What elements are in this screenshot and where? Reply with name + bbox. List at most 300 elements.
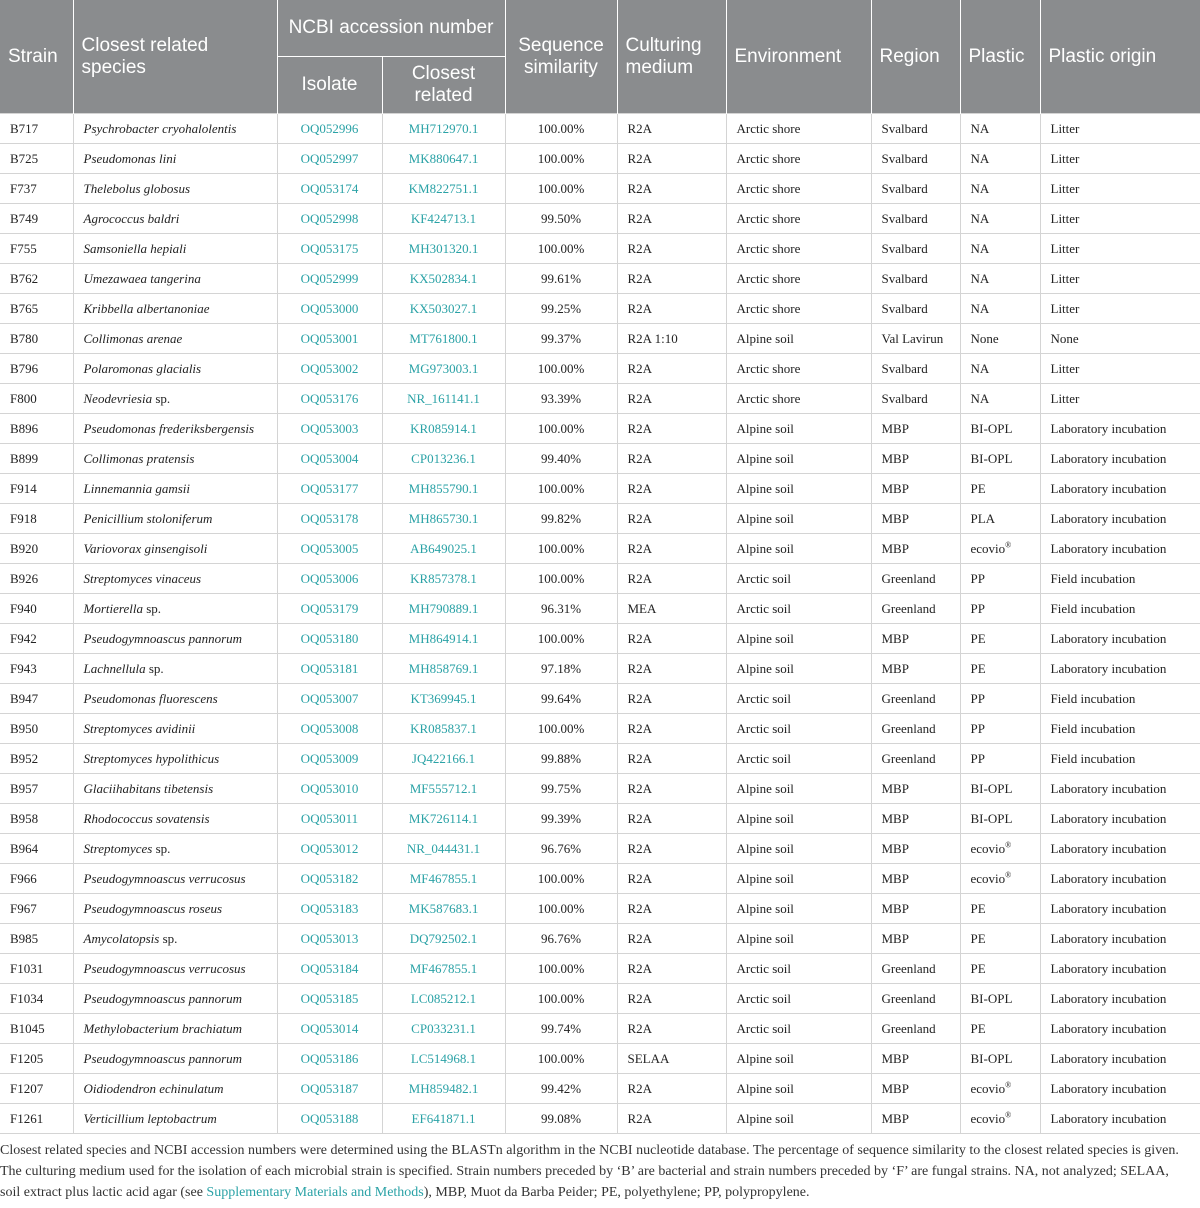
table-row (0, 534, 1200, 564)
region-cell: MBP (871, 474, 960, 504)
plastic-cell (960, 234, 1040, 264)
similarity-cell: 99.61% (505, 264, 617, 294)
environment-cell: Alpine soil (726, 1074, 871, 1104)
plastic-cell (960, 1104, 1040, 1134)
species-cell (73, 294, 277, 324)
plastic-name: ecovio (970, 1080, 1006, 1096)
similarity-cell: 100.00% (505, 174, 617, 204)
table-row (0, 594, 1200, 624)
closest-accession-link[interactable]: NR_161141.1 (382, 384, 505, 414)
closest-accession-link[interactable]: KT369945.1 (382, 684, 505, 714)
environment-cell: Alpine soil (726, 654, 871, 684)
strain-cell: B896 (0, 414, 73, 444)
isolate-accession-link[interactable]: OQ053180 (277, 624, 382, 654)
table-row (0, 1044, 1200, 1074)
table-row (0, 804, 1200, 834)
isolate-accession-link[interactable]: OQ053174 (277, 174, 382, 204)
environment-cell: Arctic soil (726, 1014, 871, 1044)
plastic-cell (960, 984, 1040, 1014)
isolate-accession-link[interactable]: OQ053184 (277, 954, 382, 984)
header-closest-related: Closest related (382, 57, 505, 114)
similarity-cell: 100.00% (505, 1044, 617, 1074)
table-row (0, 504, 1200, 534)
closest-accession-link[interactable]: LC085212.1 (382, 984, 505, 1014)
header-similarity: Sequence similarity (505, 0, 617, 114)
closest-accession-link[interactable]: KX503027.1 (382, 294, 505, 324)
similarity-cell: 99.39% (505, 804, 617, 834)
plastic-cell (960, 954, 1040, 984)
plastic-name: PP (970, 720, 985, 736)
origin-cell: Laboratory incubation (1040, 1014, 1200, 1044)
closest-accession-link[interactable]: CP013236.1 (382, 444, 505, 474)
origin-cell: Laboratory incubation (1040, 1074, 1200, 1104)
isolate-accession-link[interactable]: OQ053009 (277, 744, 382, 774)
strain-cell: F1261 (0, 1104, 73, 1134)
strain-cell: B964 (0, 834, 73, 864)
plastic-cell (960, 444, 1040, 474)
plastic-cell (960, 114, 1040, 144)
plastic-cell (960, 924, 1040, 954)
isolate-accession-link[interactable]: OQ053012 (277, 834, 382, 864)
strain-cell: B899 (0, 444, 73, 474)
species-cell (73, 324, 277, 354)
plastic-name: PP (970, 600, 985, 616)
region-cell: MBP (871, 444, 960, 474)
isolate-accession-link[interactable]: OQ053014 (277, 1014, 382, 1044)
environment-cell: Alpine soil (726, 324, 871, 354)
similarity-cell: 99.88% (505, 744, 617, 774)
origin-cell: Field incubation (1040, 684, 1200, 714)
closest-accession-link[interactable]: JQ422166.1 (382, 744, 505, 774)
species-cell (73, 564, 277, 594)
species-cell (73, 924, 277, 954)
plastic-name: PE (970, 630, 986, 646)
similarity-cell: 99.37% (505, 324, 617, 354)
closest-accession-link[interactable]: KR857378.1 (382, 564, 505, 594)
table-row (0, 1014, 1200, 1044)
plastic-name: PP (970, 690, 985, 706)
similarity-cell: 100.00% (505, 474, 617, 504)
similarity-cell: 100.00% (505, 354, 617, 384)
plastic-cell (960, 204, 1040, 234)
strain-cell: B985 (0, 924, 73, 954)
origin-cell: Laboratory incubation (1040, 474, 1200, 504)
closest-accession-link[interactable]: KR085914.1 (382, 414, 505, 444)
species-name: Collimonas arenae (83, 330, 183, 346)
medium-cell: R2A 1:10 (617, 324, 726, 354)
species-name: Umezawaea tangerina (83, 270, 201, 286)
closest-accession-link[interactable]: MH858769.1 (382, 654, 505, 684)
strain-cell: F755 (0, 234, 73, 264)
plastic-cell (960, 324, 1040, 354)
isolate-accession-link[interactable]: OQ053182 (277, 864, 382, 894)
region-cell: Svalbard (871, 354, 960, 384)
region-cell: Svalbard (871, 384, 960, 414)
medium-cell: R2A (617, 774, 726, 804)
strain-cell: F943 (0, 654, 73, 684)
species-name: Streptomyces avidinii (83, 720, 196, 736)
header-isolate: Isolate (277, 57, 382, 114)
closest-accession-link[interactable]: MK587683.1 (382, 894, 505, 924)
closest-accession-link[interactable]: MH790889.1 (382, 594, 505, 624)
plastic-cell (960, 1044, 1040, 1074)
region-cell: MBP (871, 654, 960, 684)
plastic-name: NA (970, 120, 990, 136)
origin-cell: Laboratory incubation (1040, 1104, 1200, 1134)
region-cell: Greenland (871, 744, 960, 774)
species-cell (73, 234, 277, 264)
header-medium: Culturing medium (617, 0, 726, 114)
species-cell (73, 1014, 277, 1044)
environment-cell: Arctic shore (726, 234, 871, 264)
registered-mark: ® (1005, 540, 1012, 550)
origin-cell: Laboratory incubation (1040, 444, 1200, 474)
isolate-accession-link[interactable]: OQ053010 (277, 774, 382, 804)
isolate-accession-link[interactable]: OQ053185 (277, 984, 382, 1014)
strain-cell: B957 (0, 774, 73, 804)
region-cell: MBP (871, 834, 960, 864)
similarity-cell: 97.18% (505, 654, 617, 684)
closest-accession-link[interactable]: DQ792502.1 (382, 924, 505, 954)
isolate-accession-link[interactable]: OQ053007 (277, 684, 382, 714)
plastic-cell (960, 354, 1040, 384)
table-row (0, 444, 1200, 474)
origin-cell: Field incubation (1040, 744, 1200, 774)
species-name: Pseudogymnoascus pannorum (83, 1050, 243, 1066)
origin-cell: Laboratory incubation (1040, 774, 1200, 804)
medium-cell: R2A (617, 624, 726, 654)
plastic-name: ecovio (970, 1110, 1006, 1126)
closest-accession-link[interactable]: KF424713.1 (382, 204, 505, 234)
header-ncbi: NCBI accession number (277, 0, 505, 57)
species-cell (73, 1044, 277, 1074)
isolate-accession-link[interactable]: OQ053000 (277, 294, 382, 324)
origin-cell: Litter (1040, 114, 1200, 144)
species-name: Neodevriesia (83, 390, 153, 406)
strain-cell: F1034 (0, 984, 73, 1014)
environment-cell: Alpine soil (726, 894, 871, 924)
species-name: Kribbella albertanoniae (83, 300, 210, 316)
species-suffix: sp. (142, 600, 162, 616)
isolate-accession-link[interactable]: OQ053176 (277, 384, 382, 414)
isolate-accession-link[interactable]: OQ053181 (277, 654, 382, 684)
isolate-accession-link[interactable]: OQ053183 (277, 894, 382, 924)
similarity-cell: 99.40% (505, 444, 617, 474)
species-name: Pseudomonas lini (83, 150, 177, 166)
closest-accession-link[interactable]: KR085837.1 (382, 714, 505, 744)
environment-cell: Arctic soil (726, 954, 871, 984)
plastic-name: PE (970, 660, 986, 676)
header-plastic: Plastic (960, 0, 1040, 114)
isolate-accession-link[interactable]: OQ052999 (277, 264, 382, 294)
region-cell: Greenland (871, 714, 960, 744)
strain-cell: F942 (0, 624, 73, 654)
plastic-cell (960, 1074, 1040, 1104)
plastic-cell (960, 774, 1040, 804)
closest-accession-link[interactable]: MH712970.1 (382, 114, 505, 144)
closest-accession-link[interactable]: MH855790.1 (382, 474, 505, 504)
similarity-cell: 100.00% (505, 714, 617, 744)
table-row (0, 474, 1200, 504)
species-cell (73, 474, 277, 504)
origin-cell: Laboratory incubation (1040, 924, 1200, 954)
table-row (0, 654, 1200, 684)
medium-cell: R2A (617, 714, 726, 744)
plastic-name: None (970, 330, 999, 346)
table-row (0, 894, 1200, 924)
species-name: Collimonas pratensis (83, 450, 195, 466)
species-cell (73, 444, 277, 474)
medium-cell: R2A (617, 444, 726, 474)
species-cell (73, 864, 277, 894)
strain-cell: B958 (0, 804, 73, 834)
isolate-accession-link[interactable]: OQ053013 (277, 924, 382, 954)
isolate-accession-link[interactable]: OQ053011 (277, 804, 382, 834)
medium-cell: SELAA (617, 1044, 726, 1074)
medium-cell: R2A (617, 384, 726, 414)
table-row (0, 624, 1200, 654)
species-cell (73, 954, 277, 984)
closest-accession-link[interactable]: MH301320.1 (382, 234, 505, 264)
plastic-cell (960, 264, 1040, 294)
plastic-name: BI-OPL (970, 810, 1013, 826)
footnote-text-before: Closest related species and NCBI accession numbers were determined using the BLASTn algorithm in the NCBI nucleotide database. The percentage of sequence similarity to the closest related species is given. The culturing medium used for the isolation of each microbial strain is specified. Strain numbers preceded by ‘B’ are bacterial and strain numbers preceded by ‘F’ are fungal strains. NA, not analyzed; SELAA, soil extract plus lactic acid agar (see (0, 1143, 1179, 1200)
environment-cell: Arctic shore (726, 354, 871, 384)
closest-accession-link[interactable]: MF467855.1 (382, 954, 505, 984)
species-name: Pseudogymnoascus verrucosus (83, 960, 246, 976)
closest-accession-link[interactable]: MF467855.1 (382, 864, 505, 894)
supplementary-link[interactable]: Supplementary Materials and Methods (206, 1185, 424, 1200)
environment-cell: Alpine soil (726, 864, 871, 894)
medium-cell: R2A (617, 144, 726, 174)
similarity-cell: 99.42% (505, 1074, 617, 1104)
species-name: Streptomyces vinaceus (83, 570, 202, 586)
species-cell (73, 654, 277, 684)
closest-accession-link[interactable]: AB649025.1 (382, 534, 505, 564)
isolate-accession-link[interactable]: OQ052998 (277, 204, 382, 234)
species-cell (73, 1074, 277, 1104)
registered-mark: ® (1005, 870, 1012, 880)
region-cell: Greenland (871, 954, 960, 984)
strain-cell: B762 (0, 264, 73, 294)
plastic-cell (960, 714, 1040, 744)
isolate-accession-link[interactable]: OQ053001 (277, 324, 382, 354)
origin-cell: Laboratory incubation (1040, 1044, 1200, 1074)
isolate-accession-link[interactable]: OQ052996 (277, 114, 382, 144)
strain-cell: F1207 (0, 1074, 73, 1104)
plastic-name: PLA (970, 510, 996, 526)
region-cell: MBP (871, 624, 960, 654)
isolate-accession-link[interactable]: OQ053006 (277, 564, 382, 594)
isolate-accession-link[interactable]: OQ053003 (277, 414, 382, 444)
strain-cell: F1031 (0, 954, 73, 984)
species-name: Samsoniella hepiali (83, 240, 187, 256)
medium-cell: R2A (617, 504, 726, 534)
table-row (0, 264, 1200, 294)
origin-cell: Laboratory incubation (1040, 864, 1200, 894)
strain-cell: F1205 (0, 1044, 73, 1074)
plastic-cell (960, 744, 1040, 774)
strain-cell: B765 (0, 294, 73, 324)
closest-accession-link[interactable]: MK726114.1 (382, 804, 505, 834)
plastic-cell (960, 384, 1040, 414)
table-row (0, 714, 1200, 744)
table-row (0, 774, 1200, 804)
closest-accession-link[interactable]: MH864914.1 (382, 624, 505, 654)
closest-accession-link[interactable]: KX502834.1 (382, 264, 505, 294)
medium-cell: R2A (617, 894, 726, 924)
closest-accession-link[interactable]: MH859482.1 (382, 1074, 505, 1104)
plastic-cell (960, 894, 1040, 924)
strain-cell: B725 (0, 144, 73, 174)
closest-accession-link[interactable]: MT761800.1 (382, 324, 505, 354)
plastic-cell (960, 174, 1040, 204)
plastic-name: NA (970, 150, 990, 166)
registered-mark: ® (1005, 1110, 1012, 1120)
region-cell: Svalbard (871, 114, 960, 144)
environment-cell: Arctic shore (726, 264, 871, 294)
table-row (0, 114, 1200, 144)
origin-cell: Laboratory incubation (1040, 654, 1200, 684)
plastic-name: BI-OPL (970, 1050, 1013, 1066)
plastic-cell (960, 564, 1040, 594)
similarity-cell: 99.75% (505, 774, 617, 804)
species-cell (73, 594, 277, 624)
medium-cell: R2A (617, 114, 726, 144)
closest-accession-link[interactable]: LC514968.1 (382, 1044, 505, 1074)
region-cell: Svalbard (871, 294, 960, 324)
origin-cell: None (1040, 324, 1200, 354)
medium-cell: R2A (617, 474, 726, 504)
species-name: Mortierella (83, 600, 143, 616)
environment-cell: Alpine soil (726, 444, 871, 474)
similarity-cell: 93.39% (505, 384, 617, 414)
table-row (0, 144, 1200, 174)
closest-accession-link[interactable]: KM822751.1 (382, 174, 505, 204)
table-row (0, 1104, 1200, 1134)
species-name: Pseudogymnoascus pannorum (83, 630, 243, 646)
medium-cell: R2A (617, 294, 726, 324)
closest-accession-link[interactable]: NR_044431.1 (382, 834, 505, 864)
origin-cell: Litter (1040, 234, 1200, 264)
region-cell: Greenland (871, 984, 960, 1014)
medium-cell: R2A (617, 234, 726, 264)
isolate-accession-link[interactable]: OQ053175 (277, 234, 382, 264)
species-name: Oidiodendron echinulatum (83, 1080, 224, 1096)
medium-cell: R2A (617, 1104, 726, 1134)
region-cell: Greenland (871, 594, 960, 624)
table-row (0, 384, 1200, 414)
strain-cell: F940 (0, 594, 73, 624)
similarity-cell: 99.74% (505, 1014, 617, 1044)
closest-accession-link[interactable]: MH865730.1 (382, 504, 505, 534)
table-footnote (0, 1140, 1200, 1203)
isolate-accession-link[interactable]: OQ053179 (277, 594, 382, 624)
origin-cell: Laboratory incubation (1040, 414, 1200, 444)
closest-accession-link[interactable]: CP033231.1 (382, 1014, 505, 1044)
table-row (0, 234, 1200, 264)
plastic-name: NA (970, 240, 990, 256)
environment-cell: Alpine soil (726, 804, 871, 834)
plastic-name: NA (970, 270, 990, 286)
species-name: Pseudogymnoascus roseus (83, 900, 223, 916)
origin-cell: Litter (1040, 384, 1200, 414)
environment-cell: Arctic shore (726, 144, 871, 174)
plastic-name: PE (970, 930, 986, 946)
plastic-name: PP (970, 570, 985, 586)
isolate-accession-link[interactable]: OQ053008 (277, 714, 382, 744)
plastic-name: ecovio (970, 540, 1006, 556)
region-cell: MBP (871, 774, 960, 804)
table-row (0, 864, 1200, 894)
table-row (0, 834, 1200, 864)
region-cell: MBP (871, 924, 960, 954)
species-name: Streptomyces (83, 840, 153, 856)
species-name: Glaciihabitans tibetensis (83, 780, 214, 796)
isolate-accession-link[interactable]: OQ053178 (277, 504, 382, 534)
origin-cell: Laboratory incubation (1040, 624, 1200, 654)
plastic-name: BI-OPL (970, 780, 1013, 796)
species-cell (73, 264, 277, 294)
species-name: Methylobacterium brachiatum (83, 1020, 242, 1036)
species-cell (73, 504, 277, 534)
closest-accession-link[interactable]: MF555712.1 (382, 774, 505, 804)
species-cell (73, 684, 277, 714)
region-cell: MBP (871, 504, 960, 534)
species-cell (73, 414, 277, 444)
similarity-cell: 96.76% (505, 834, 617, 864)
plastic-name: ecovio (970, 840, 1006, 856)
registered-mark: ® (1005, 1080, 1012, 1090)
isolate-accession-link[interactable]: OQ053187 (277, 1074, 382, 1104)
region-cell: Svalbard (871, 264, 960, 294)
species-name: Pseudogymnoascus verrucosus (83, 870, 246, 886)
closest-accession-link[interactable]: MG973003.1 (382, 354, 505, 384)
closest-accession-link[interactable]: EF641871.1 (382, 1104, 505, 1134)
isolate-accession-link[interactable]: OQ052997 (277, 144, 382, 174)
isolate-accession-link[interactable]: OQ053004 (277, 444, 382, 474)
origin-cell: Litter (1040, 174, 1200, 204)
species-name: Streptomyces hypolithicus (83, 750, 220, 766)
similarity-cell: 99.50% (505, 204, 617, 234)
plastic-name: NA (970, 300, 990, 316)
isolate-accession-link[interactable]: OQ053186 (277, 1044, 382, 1074)
isolate-accession-link[interactable]: OQ053002 (277, 354, 382, 384)
species-cell (73, 894, 277, 924)
medium-cell: R2A (617, 354, 726, 384)
isolate-accession-link[interactable]: OQ053188 (277, 1104, 382, 1134)
environment-cell: Arctic soil (726, 984, 871, 1014)
species-name: Lachnellula (83, 660, 146, 676)
plastic-name: PE (970, 960, 986, 976)
medium-cell: R2A (617, 834, 726, 864)
table-row (0, 744, 1200, 774)
strain-cell: B780 (0, 324, 73, 354)
environment-cell: Alpine soil (726, 624, 871, 654)
header-strain: Strain (0, 0, 73, 114)
isolate-accession-link[interactable]: OQ053005 (277, 534, 382, 564)
isolate-accession-link[interactable]: OQ053177 (277, 474, 382, 504)
closest-accession-link[interactable]: MK880647.1 (382, 144, 505, 174)
environment-cell: Arctic shore (726, 384, 871, 414)
environment-cell: Alpine soil (726, 534, 871, 564)
plastic-cell (960, 654, 1040, 684)
species-cell (73, 354, 277, 384)
environment-cell: Arctic soil (726, 684, 871, 714)
region-cell: MBP (871, 1074, 960, 1104)
plastic-cell (960, 294, 1040, 324)
medium-cell: R2A (617, 204, 726, 234)
